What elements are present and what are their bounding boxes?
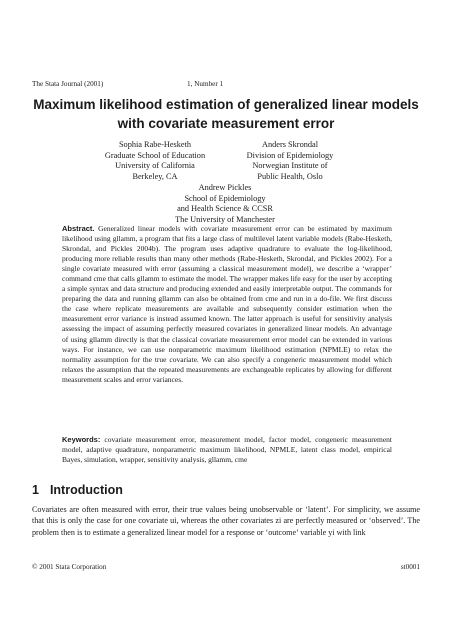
author-name: Andrew Pickles [198, 183, 252, 192]
paper-title: Maximum likelihood estimation of generalized linear models with covariate measurement error [33, 97, 419, 131]
keywords [62, 435, 392, 465]
author-name: Sophia Rabe-Hesketh [118, 140, 192, 149]
section-title: Introduction [49, 483, 123, 497]
author-left [85, 140, 225, 182]
section-heading [32, 483, 123, 497]
author-affiliation: Division of Epidemiology [246, 150, 334, 160]
abstract [62, 224, 392, 385]
journal-name: The Stata Journal (2001) [32, 80, 104, 88]
author-bottom [135, 183, 315, 225]
intro-paragraph: Covariates are often measured with error, their true values being unobservable or ‘latent’. For simplicity, we assume that this is only the case for one covariate ui, whereas the other covariates zi are perfectly measured or ‘observed’. The problem then is to estimate a generalized linear model for a response or ‘outcome’ variable yi with link [32, 505, 420, 537]
author-affiliation: University of California [115, 161, 195, 171]
author-affiliation: and Health Science & CCSR [177, 204, 273, 214]
abstract-label: Abstract. [62, 224, 95, 233]
issue-number: 1, Number 1 [187, 80, 224, 88]
copyright: © 2001 Stata Corporation [32, 563, 107, 571]
author-affiliation: The University of Manchester [175, 214, 275, 224]
section-number: 1 [32, 483, 39, 497]
abstract-text: Generalized linear models with covariate measurement error can be estimated by maximum likelihood using gllamm, a program that fits a large class of multilevel latent variable models (Rabe-Hesketh, Skrondal, and Pickles 2004b). The program uses adaptive quadrature to evaluate the log-likelihood, producing more reliable results than many other methods (Rabe-Hesketh, Skrondal, and Pickles 2002). For a single covariate measured with error (assuming a classical measurement model), we describe a ‘wrapper’ command cme that calls gllamm to estimate the model. The wrapper makes life easy for the user by accepting a simple syntax and data structure and producing extended and easily interpretable output. The commands for preparing the data and running gllamm can also be obtained from cme and run in a do-file. We first discuss the case where replicate measurements are available and subsequently consider estimation when the measurement error variance is instead assumed known. The latter approach is useful for sensitivity analysis assessing the impact of assuming perfectly measured covariates in generalized linear models. An advantage of using gllamm directly is that the classical covariate measurement error model can be extended in various ways. For instance, we can use nonparametric maximum likelihood estimation (NPMLE) to relax the normality assumption for the true covariate. We can also specify a congeneric measurement model which relaxes the assumption that the repeated measurements are exchangeable replicates by allowing for different measurement scales and error variances. [62, 224, 392, 384]
author-affiliation: School of Epidemiology [184, 193, 266, 203]
keywords-label: Keywords: [62, 435, 101, 444]
author-affiliation: Graduate School of Education [104, 150, 206, 160]
author-right [220, 140, 360, 182]
author-affiliation: Berkeley, CA [132, 171, 178, 181]
keywords-text: covariate measurement error, measurement model, factor model, congeneric measurement model, adaptive quadrature, nonparametric maximum likelihood, NPMLE, latent class model, empirical Bayes, simulation, wrapper, sensitivity analysis, gllamm, cme [62, 435, 393, 465]
article-id: st0001 [400, 563, 420, 571]
author-affiliation: Norwegian Institute of [252, 161, 328, 171]
author-affiliation: Public Health, Oslo [257, 171, 323, 181]
author-name: Anders Skrondal [262, 140, 318, 149]
